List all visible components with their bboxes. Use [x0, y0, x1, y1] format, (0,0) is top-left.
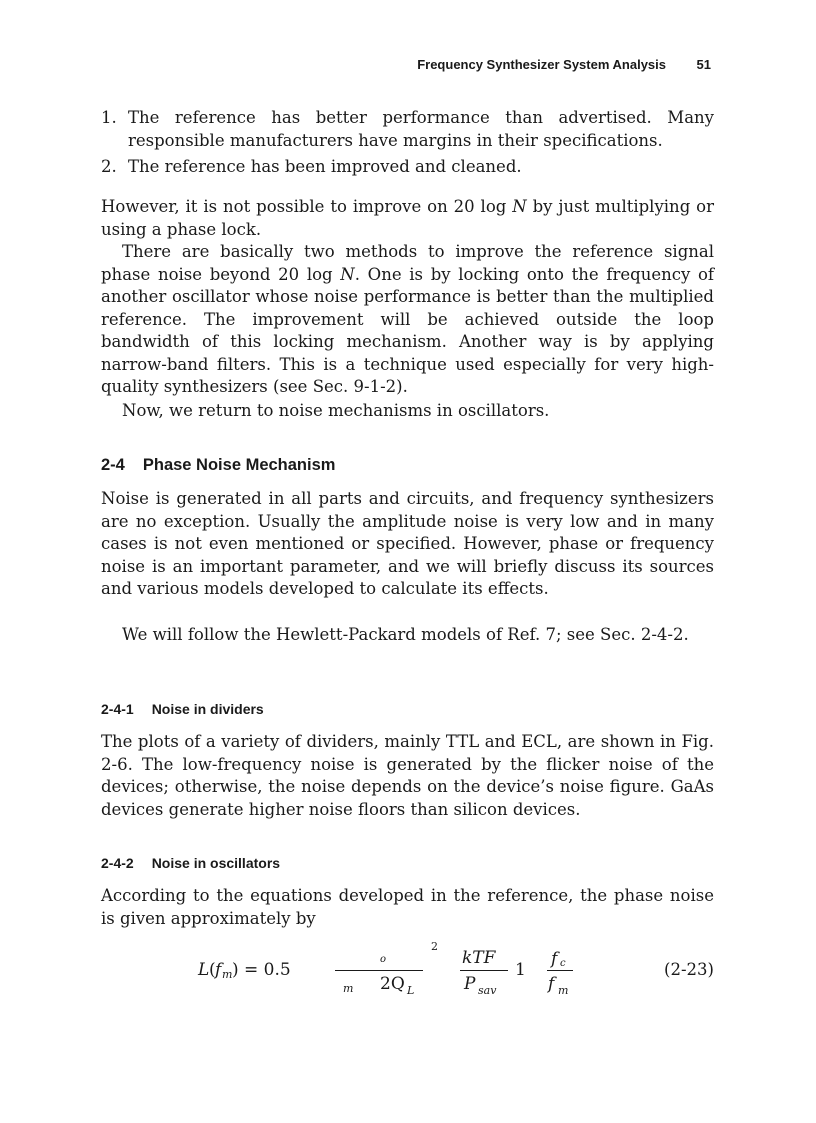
- list-item: [101, 156, 714, 179]
- list-item: [101, 107, 714, 152]
- equation-lhs-L: L: [198, 960, 210, 980]
- list-item-number: 1.: [101, 108, 117, 127]
- paragraph-improvement-methods: There are basically two methods to improve the reference signal phase noise beyond 20 log N. One is by locking onto the frequency of another oscillator whose noise performance is better than the multiplied reference. The improvement will be achieved outside the loop bandwidth of this locking mechanism. Another way is by applying narrow-band filters. This is a technique used especially for very high-quality synthesizers (see Sec. 9-1-2).: [101, 242, 715, 396]
- equation-frac2-denominator: P: [464, 974, 476, 994]
- equation-frac2-numerator: kTF: [462, 948, 496, 968]
- equation-2-23: L ( f m ) = 0.5 o m 2Q L 2 kTF P sav 1 f c f m (2-23): [198, 940, 714, 997]
- section-heading-2-4-1: [101, 701, 264, 717]
- running-header: [101, 57, 714, 77]
- equation-frac3-denominator: f: [548, 974, 555, 994]
- equation-frac1-numerator: o: [380, 954, 387, 965]
- section-title: Noise in oscillators: [151, 855, 281, 871]
- equation-frac1-denominator: 2Q: [380, 974, 405, 994]
- equation-exponent: 2: [431, 940, 438, 953]
- section-title: Phase Noise Mechanism: [142, 456, 336, 474]
- fraction-bar: [335, 970, 423, 971]
- section-heading-2-4-2: [101, 855, 280, 871]
- list-item-text: The reference has better performance than advertised. Many responsible manufacturers have margins in their specifications.: [128, 108, 714, 150]
- fraction-bar: [547, 970, 573, 971]
- section-number: 2-4: [101, 456, 125, 474]
- paragraph-hp-models: We will follow the Hewlett-Packard models of Ref. 7; see Sec. 2-4-2.: [122, 625, 689, 644]
- section-number: 2-4-1: [101, 701, 134, 717]
- paragraph-phase-noise-intro: According to the equations developed in the reference, the phase noise is given approximately by: [101, 886, 714, 928]
- paragraph-multiplying-limit: However, it is not possible to improve on 20 log N by just multiplying or using a phase lock.: [101, 197, 714, 239]
- equation-frac3-numerator: f: [551, 949, 558, 969]
- section-heading-2-4: [101, 456, 335, 475]
- paragraph-noise-generation: Noise is generated in all parts and circuits, and frequency synthesizers are no exception. Usually the amplitude noise is very low and in many cases is not even mentioned or specified. However, phase or frequency noise is an important parameter, and we will briefly discuss its sources and various models developed to calculate its effects.: [101, 489, 714, 598]
- page-number: 51: [696, 57, 711, 72]
- paragraph-divider-noise: The plots of a variety of dividers, mainly TTL and ECL, are shown in Fig. 2-6. The low-frequency noise is generated by the flicker noise of the devices; otherwise, the noise depends on the device’s noise figure. GaAs devices generate higher noise floors than silicon devices.: [101, 732, 714, 819]
- section-title: Noise in dividers: [151, 701, 264, 717]
- list-item-text: The reference has been improved and cleaned.: [128, 157, 522, 176]
- header-title: Frequency Synthesizer System Analysis: [417, 57, 666, 72]
- numbered-list: [101, 107, 714, 183]
- equation-number: (2-23): [664, 960, 714, 979]
- fraction-bar: [460, 970, 508, 971]
- section-number: 2-4-2: [101, 855, 134, 871]
- list-item-number: 2.: [101, 157, 117, 176]
- paragraph-return-to-noise: Now, we return to noise mechanisms in oscillators.: [122, 401, 550, 420]
